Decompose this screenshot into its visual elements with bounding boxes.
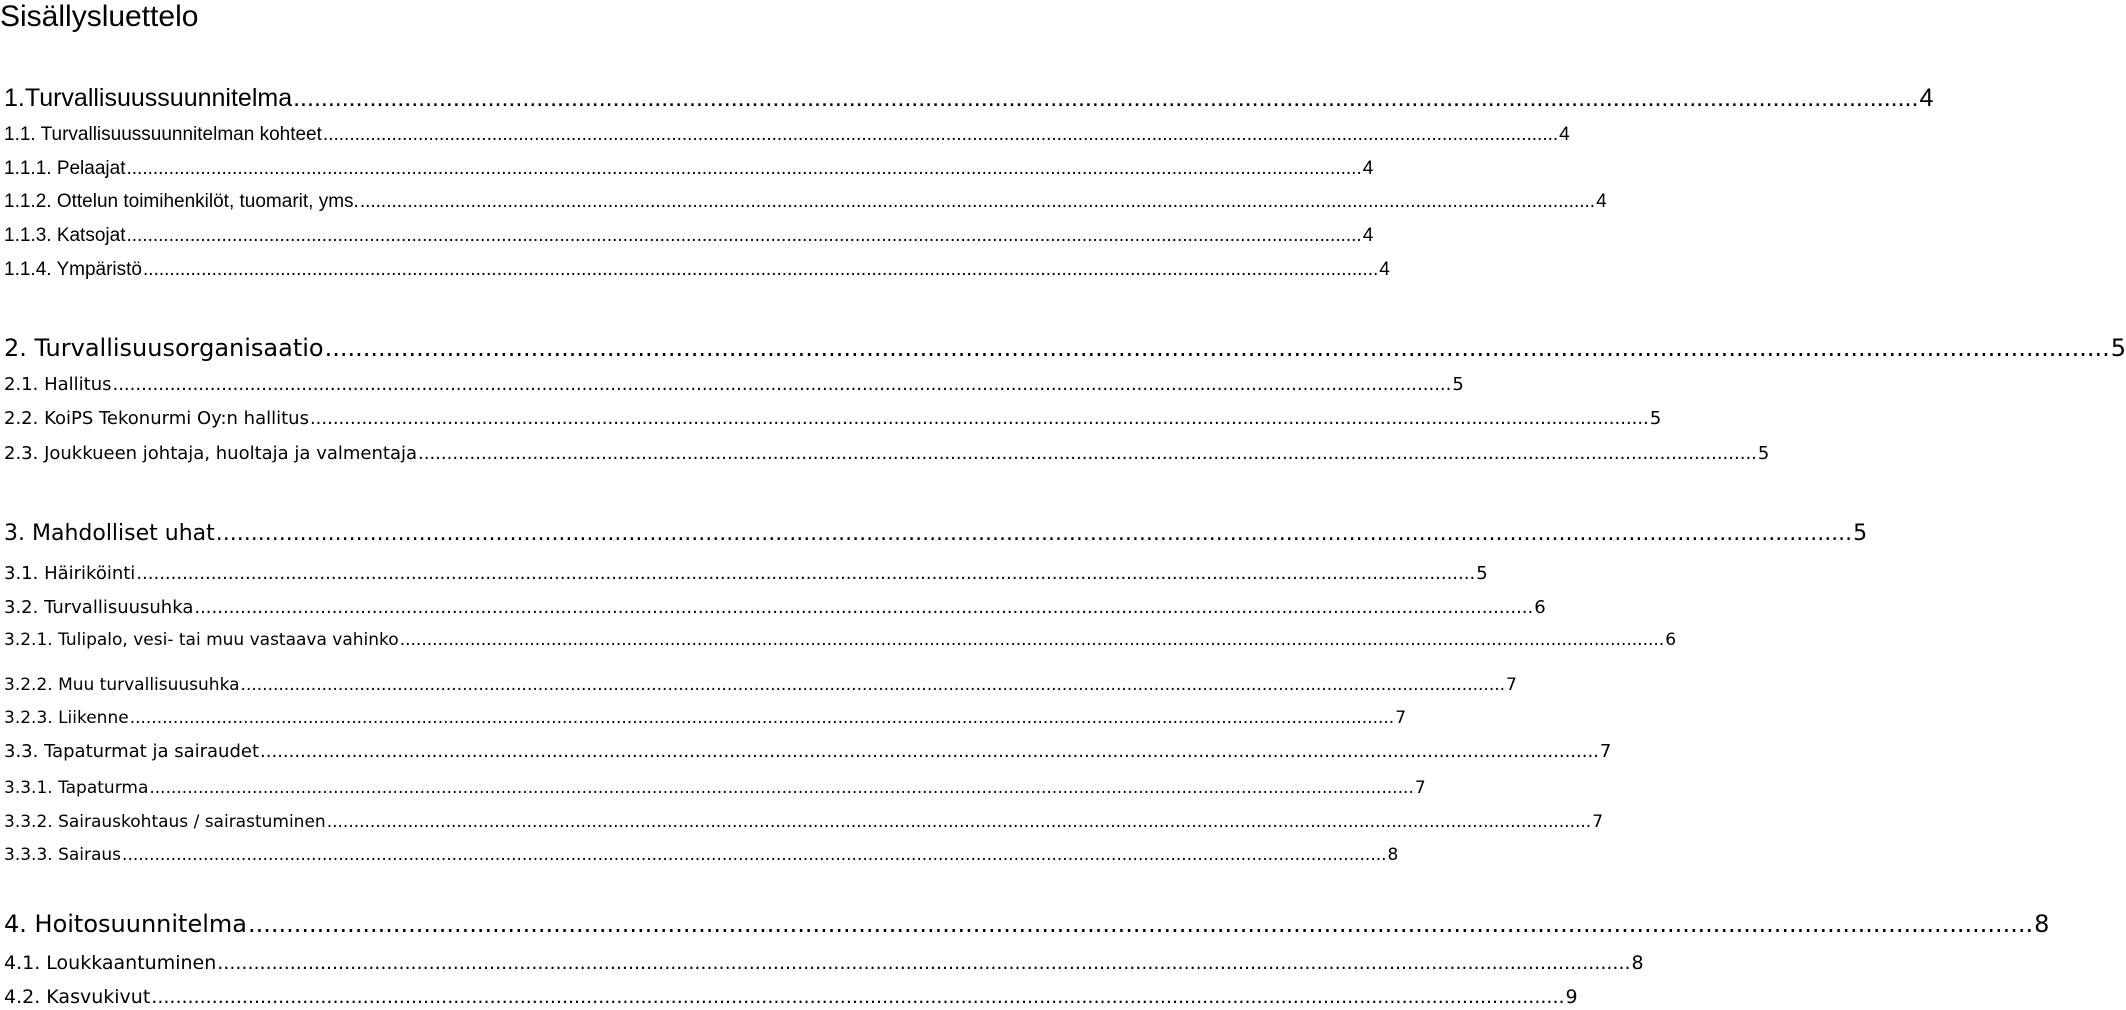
toc-entry-page: 7 [1599, 741, 1612, 762]
toc-entry[interactable] [4, 124, 1570, 146]
toc-leader [418, 443, 1757, 464]
toc-entry-label: 1.Turvallisuussuunnitelma [4, 84, 293, 112]
toc-entry-page: 8 [1631, 952, 1644, 974]
toc-leader [122, 845, 1387, 865]
toc-entry-page: 6 [1534, 597, 1546, 618]
toc-entry-label: 2.1. Hallitus [4, 374, 112, 395]
toc-leader [260, 741, 1599, 762]
toc-leader [143, 259, 1378, 281]
toc-entry[interactable] [4, 778, 1426, 798]
toc-entry-label: 2. Turvallisuusorganisaatio [4, 334, 324, 362]
toc-entry-label: 4.1. Loukkaantuminen [4, 952, 217, 974]
toc-leader [327, 812, 1592, 832]
toc-entry[interactable] [4, 986, 1578, 1008]
toc-entry[interactable] [4, 158, 1374, 180]
toc-entry[interactable] [4, 597, 1546, 618]
toc-leader [151, 986, 1564, 1008]
toc-leader [325, 334, 2110, 362]
toc-entry-page: 7 [1592, 812, 1604, 832]
toc-leader [248, 910, 2033, 938]
toc-leader [293, 84, 1918, 113]
toc-entry[interactable] [4, 225, 1374, 247]
toc-entry-label: 3.2.1. Tulipalo, vesi- tai muu vastaava vahinko [4, 630, 399, 650]
toc-entry-label: 3.2. Turvallisuusuhka [4, 597, 194, 618]
toc-leader [126, 225, 1361, 247]
toc-entry-label: 1.1.3. Katsojat [4, 225, 126, 246]
toc-entry-label: 3.3.2. Sairauskohtaus / sairastuminen [4, 812, 326, 832]
toc-entry[interactable] [4, 521, 1868, 546]
toc-entry[interactable] [4, 443, 1770, 464]
toc-entry-label: 1.1. Turvallisuussuunnitelman kohteet [4, 124, 322, 145]
toc-entry[interactable] [4, 630, 1677, 650]
toc-leader [136, 563, 1475, 584]
toc-entry-page: 9 [1565, 986, 1578, 1008]
toc-entry[interactable] [4, 408, 1662, 429]
toc-entry-label: 3. Mahdolliset uhat [4, 521, 215, 546]
toc-entry-page: 4 [1362, 225, 1374, 246]
toc-entry-page: 4 [1362, 158, 1374, 179]
toc-entry[interactable] [4, 812, 1604, 832]
toc-leader [149, 778, 1414, 798]
toc-leader [112, 374, 1451, 395]
toc-entry-label: 1.1.1. Pelaajat [4, 158, 126, 179]
toc-entry-page: 5 [1476, 563, 1488, 584]
toc-entry[interactable] [4, 910, 2050, 938]
toc-entry[interactable] [4, 334, 2126, 362]
toc-leader [241, 675, 1506, 695]
toc-entry-label: 2.2. KoiPS Tekonurmi Oy:n hallitus [4, 408, 309, 429]
toc-entry[interactable] [4, 84, 1934, 113]
toc-entry-label: 3.2.3. Liikenne [4, 708, 129, 728]
toc-leader [310, 408, 1649, 429]
toc-entry-label: 2.3. Joukkueen johtaja, huoltaja ja valmentaja [4, 443, 418, 464]
toc-entry[interactable] [4, 191, 1607, 213]
toc-entry-page: 4 [1596, 191, 1607, 212]
toc-entry-label: 3.3.1. Tapaturma [4, 778, 149, 798]
toc-entry-label: 3.3.3. Sairaus [4, 845, 122, 865]
toc-entry-page: 8 [1387, 845, 1399, 865]
toc-entry-page: 8 [2034, 910, 2050, 938]
toc-leader [323, 124, 1558, 146]
toc-entry[interactable] [4, 845, 1399, 865]
toc-entry-label: 4. Hoitosuunnitelma [4, 910, 247, 938]
toc-entry-page: 4 [1919, 84, 1934, 112]
toc-entry-page: 4 [1559, 124, 1570, 145]
toc-entry-label: 3.1. Häiriköinti [4, 563, 136, 584]
toc-leader [216, 521, 1852, 546]
toc-entry[interactable] [4, 259, 1390, 281]
toc-entry-page: 7 [1395, 708, 1407, 728]
toc-entry-label: 1.1.2. Ottelun toimihenkilöt, tuomarit, yms. [4, 191, 359, 212]
toc-leader [217, 952, 1630, 974]
toc-leader [194, 597, 1533, 618]
toc-entry-page: 7 [1414, 778, 1426, 798]
toc-leader [126, 158, 1361, 180]
toc-entry-label: 4.2. Kasvukivut [4, 986, 151, 1008]
toc-leader [130, 708, 1395, 728]
toc-entry[interactable] [4, 675, 1517, 695]
toc-entry-page: 6 [1665, 630, 1677, 650]
toc-entry-label: 1.1.4. Ympäristö [4, 259, 143, 280]
toc-entry-page: 5 [1649, 408, 1662, 429]
toc-entry-page: 5 [1853, 521, 1868, 546]
toc-entry[interactable] [4, 374, 1464, 395]
toc-entry-label: 3.2.2. Muu turvallisuusuhka [4, 675, 240, 695]
toc-leader [400, 630, 1665, 650]
toc-entry-page: 5 [2110, 334, 2126, 362]
toc-entry-page: 4 [1379, 259, 1390, 280]
page-title: Sisällysluettelo [0, 0, 199, 33]
toc-entry-label: 3.3. Tapaturmat ja sairaudet [4, 741, 260, 762]
toc-entry[interactable] [4, 952, 1644, 974]
toc-leader [360, 191, 1595, 213]
toc-entry[interactable] [4, 563, 1488, 584]
toc-entry-page: 5 [1452, 374, 1464, 395]
toc-entry-page: 5 [1757, 443, 1770, 464]
toc-entry[interactable] [4, 741, 1612, 762]
toc-entry[interactable] [4, 708, 1407, 728]
toc-entry-page: 7 [1506, 675, 1517, 695]
